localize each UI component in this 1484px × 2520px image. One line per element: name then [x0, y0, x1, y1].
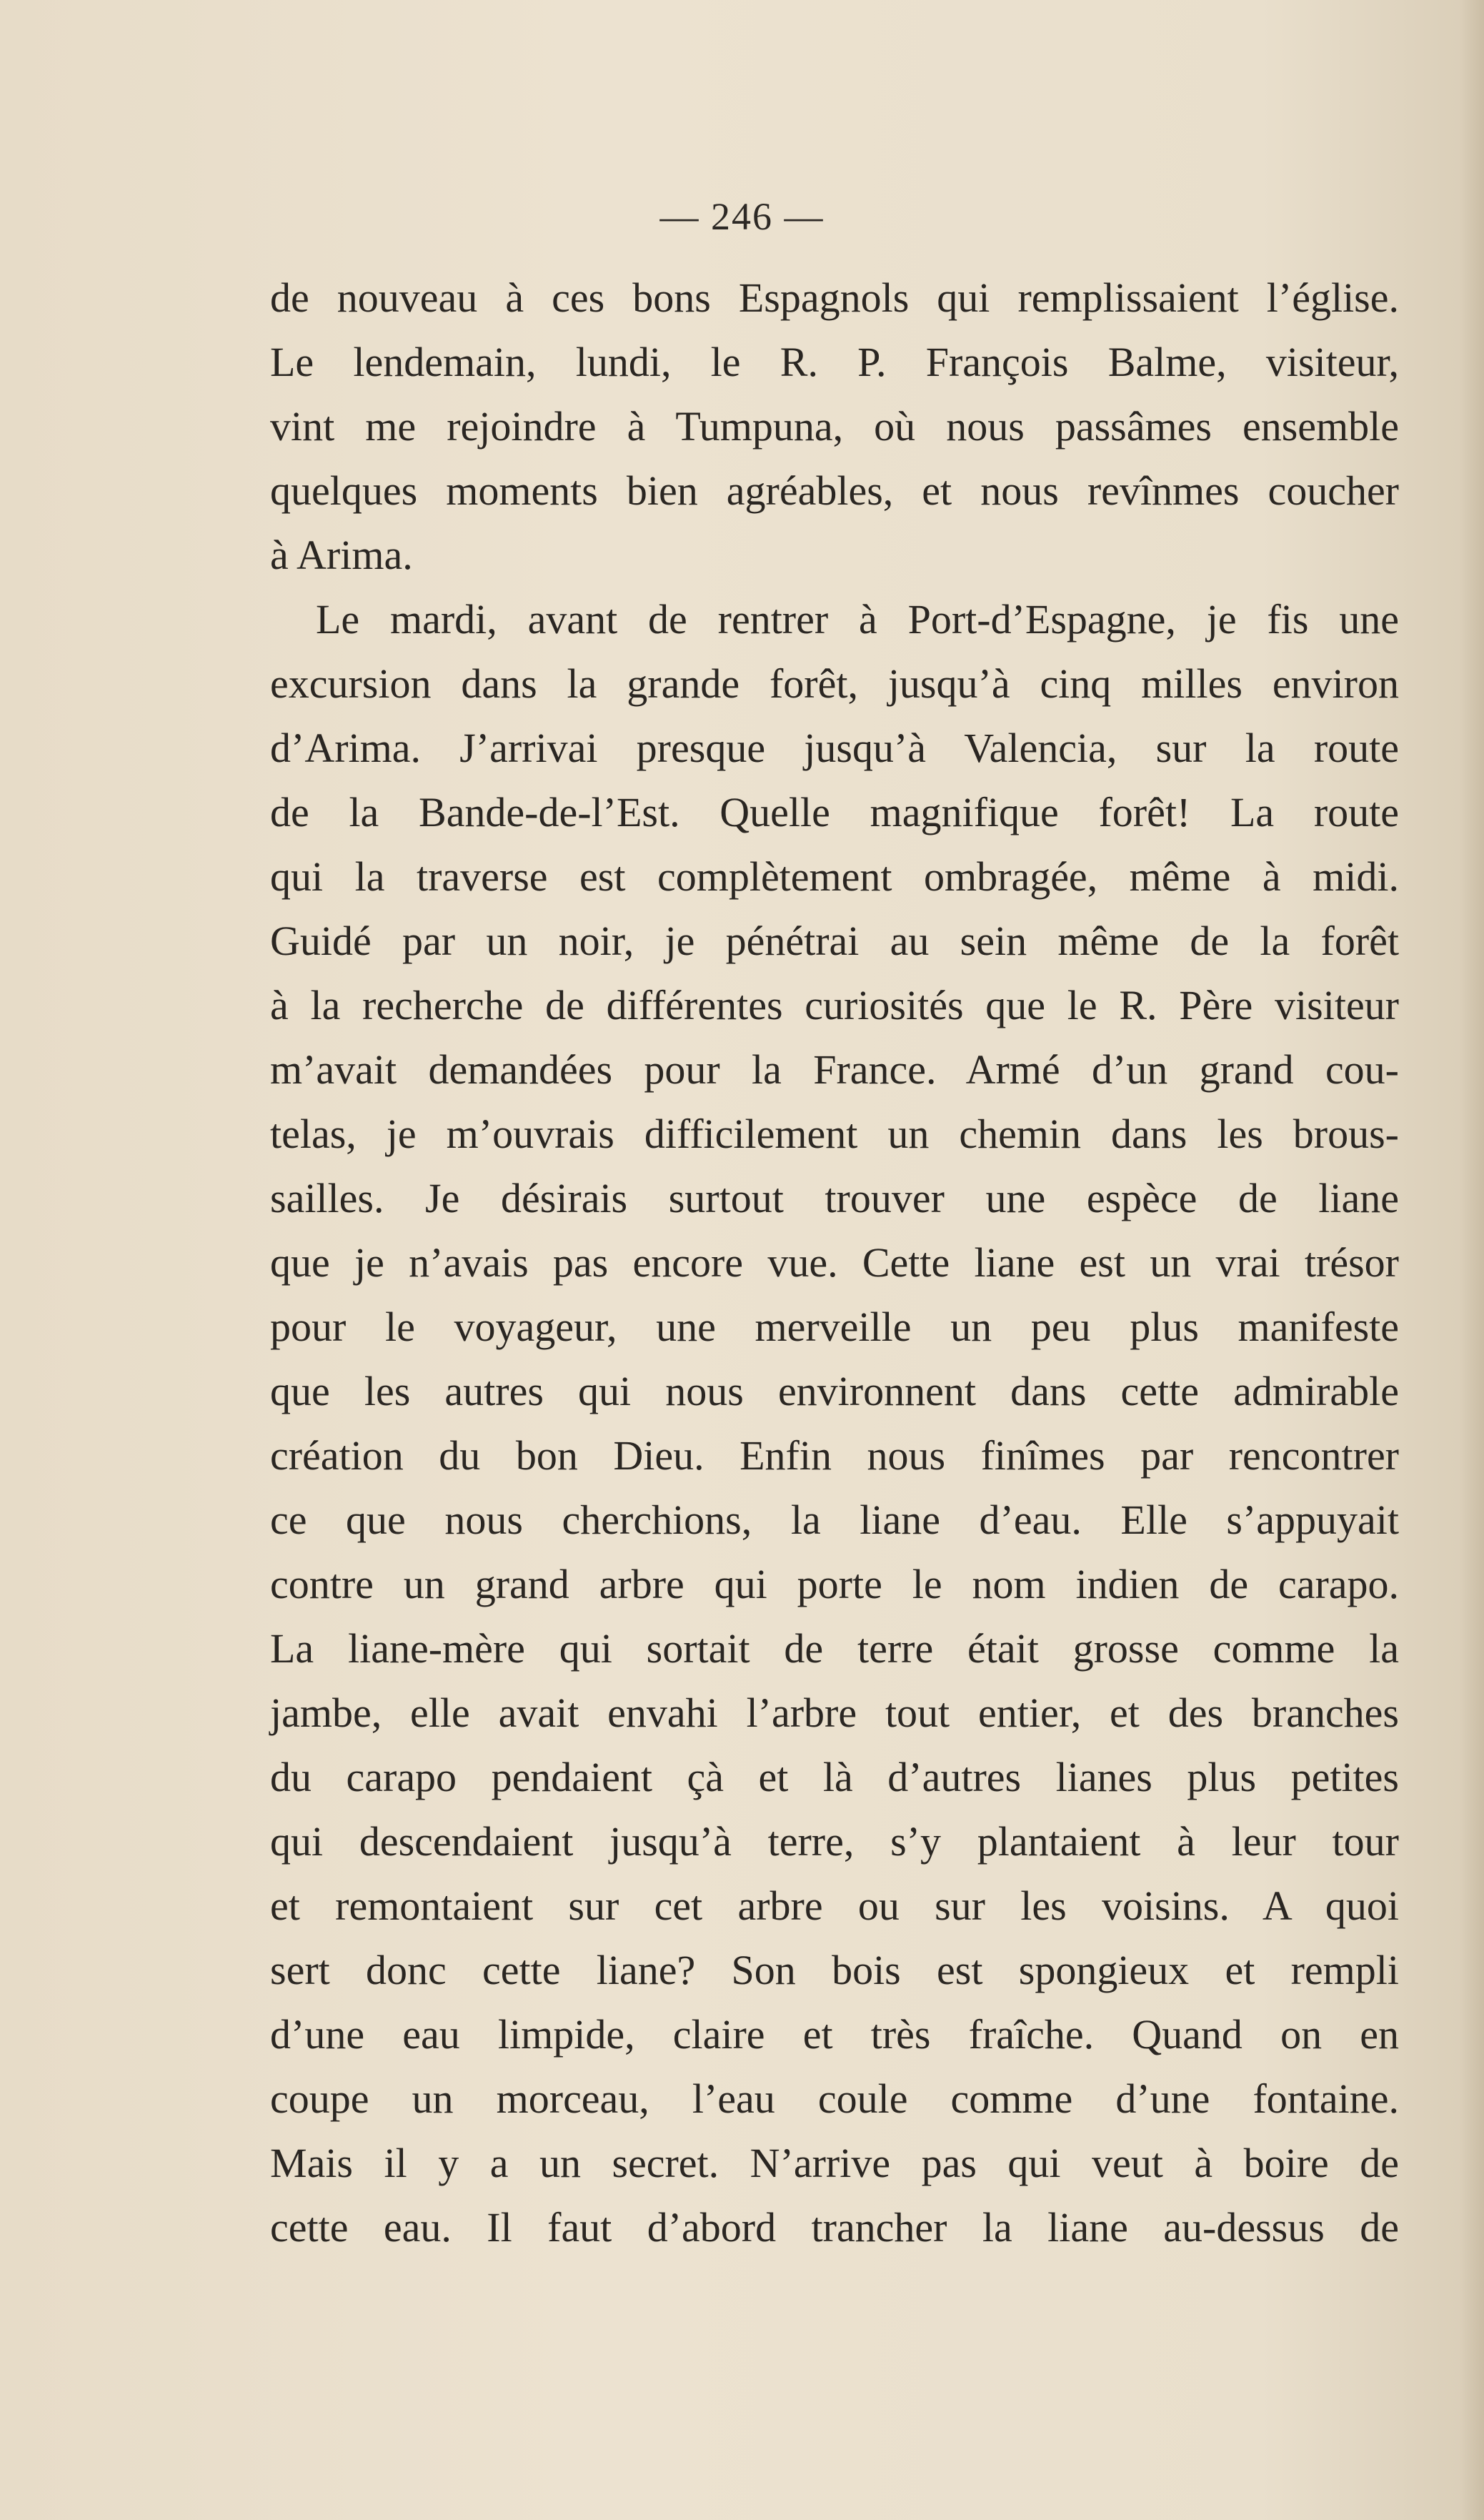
text-line: jambe, elle avait envahi l’arbre tout entier, et des branches: [270, 1690, 1399, 1736]
text-line: qui descendaient jusqu’à terre, s’y plantaient à leur tour: [270, 1818, 1399, 1865]
text-line: d’une eau limpide, claire et très fraîche. Quand on en: [270, 2011, 1399, 2058]
text-line: vint me rejoindre à Tumpuna, où nous passâmes ensemble: [270, 403, 1399, 450]
text-line: de nouveau à ces bons Espagnols qui remplissaient l’église.: [270, 274, 1399, 321]
text-line: et remontaient sur cet arbre ou sur les voisins. A quoi: [270, 1882, 1399, 1929]
text-line: Le lendemain, lundi, le R. P. François Balme, visiteur,: [270, 339, 1399, 385]
text-line: Le mardi, avant de rentrer à Port-d’Espagne, je fis une: [316, 596, 1399, 643]
text-line: que les autres qui nous environnent dans cette admirable: [270, 1368, 1399, 1414]
text-line: du carapo pendaient çà et là d’autres lianes plus petites: [270, 1754, 1399, 1800]
text-line: quelques moments bien agréables, et nous revînmes coucher: [270, 467, 1399, 514]
text-line: La liane-mère qui sortait de terre était grosse comme la: [270, 1625, 1399, 1672]
text-line: telas, je m’ouvrais difficilement un chemin dans les brous-: [270, 1111, 1399, 1157]
text-line: Guidé par un noir, je pénétrai au sein même de la forêt: [270, 918, 1399, 964]
text-line: sailles. Je désirais surtout trouver une espèce de liane: [270, 1175, 1399, 1221]
text-line: coupe un morceau, l’eau coule comme d’une fontaine.: [270, 2075, 1399, 2122]
page-number: — 246 —: [659, 195, 825, 238]
text-line: cette eau. Il faut d’abord trancher la liane au-dessus de: [270, 2204, 1399, 2251]
text-line: d’Arima. J’arrivai presque jusqu’à Valencia, sur la route: [270, 725, 1399, 771]
text-line: à la recherche de différentes curiosités que le R. Père visiteur: [270, 982, 1399, 1028]
body-text: [270, 266, 1399, 2260]
text-line: m’avait demandées pour la France. Armé d’un grand cou-: [270, 1046, 1399, 1093]
text-line: de la Bande-de-l’Est. Quelle magnifique forêt! La route: [270, 789, 1399, 835]
text-line: qui la traverse est complètement ombragée, même à midi.: [270, 853, 1399, 900]
text-line: ce que nous cherchions, la liane d’eau. Elle s’appuyait: [270, 1497, 1399, 1543]
text-line: pour le voyageur, une merveille un peu plus manifeste: [270, 1304, 1399, 1350]
text-line: Mais il y a un secret. N’arrive pas qui veut à boire de: [270, 2140, 1399, 2186]
text-line: que je n’avais pas encore vue. Cette liane est un vrai trésor: [270, 1239, 1399, 1286]
text-line: à Arima.: [270, 532, 413, 578]
text-line: contre un grand arbre qui porte le nom indien de carapo.: [270, 1561, 1399, 1607]
page-edge-shadow: [1460, 0, 1484, 2520]
text-line: excursion dans la grande forêt, jusqu’à cinq milles environ: [270, 660, 1399, 707]
text-line: sert donc cette liane? Son bois est spongieux et rempli: [270, 1947, 1399, 1993]
text-line: création du bon Dieu. Enfin nous finîmes par rencontrer: [270, 1432, 1399, 1479]
